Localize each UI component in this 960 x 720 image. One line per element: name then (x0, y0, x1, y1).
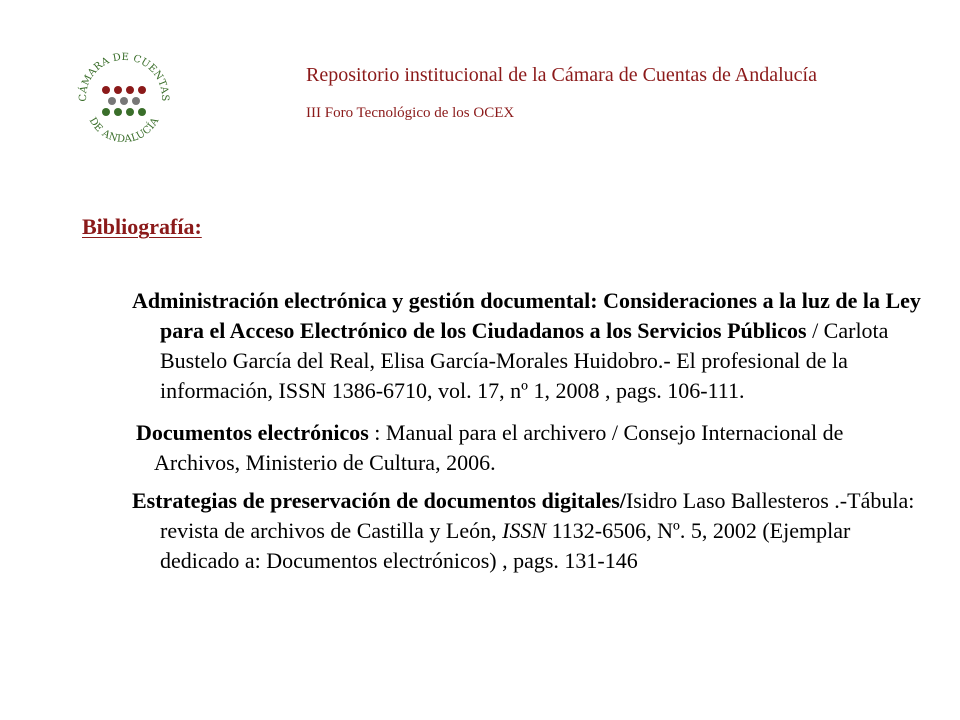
entry-details: Isidro Laso Ballesteros .-Tábula: revista de archivos de Castilla y León, (160, 488, 915, 543)
forum-subtitle: III Foro Tecnológico de los OCEX (306, 105, 515, 121)
seal-figures (102, 86, 146, 116)
repository-title: Repositorio institucional de la Cámara de Cuentas de Andalucía (306, 64, 817, 86)
entry-details: / Carlota Bustelo García del Real, Elisa García-Morales Huidobro.- El profesional de la información, ISSN 1386-6710, vol. 17, nº 1, 2008 , pags. 106-111. (160, 318, 889, 403)
bibliography-heading: Bibliografía: (82, 214, 202, 239)
entry-title: Documentos electrónicos (136, 420, 369, 445)
entry-details-cont: 1132-6506, Nº. 5, 2002 (Ejemplar dedicado a: Documentos electrónicos) , pags. 131-146 (160, 518, 851, 573)
bibliography-entry (132, 286, 922, 406)
entry-details: : Manual para el archivero / Consejo Internacional de Archivos, Ministerio de Cultura, 2006. (154, 420, 844, 475)
camara-de-cuentas-seal-icon (74, 46, 174, 144)
seal-top-text: CÁMARA DE CUENTAS (77, 51, 171, 102)
entry-issn-label: ISSN (502, 518, 547, 543)
seal-bottom-text: DE ANDALUCÍA (86, 115, 162, 144)
bibliography-list (132, 286, 922, 588)
bibliography-entry (132, 418, 922, 478)
entry-title: Estrategias de preservación de documentos digitales/ (132, 488, 626, 513)
bibliography-entry (132, 486, 922, 576)
entry-title: Administración electrónica y gestión documental: Consideraciones a la luz de la Ley para el Acceso Electrónico de los Ciudadanos a los Servicios Públicos (132, 288, 921, 343)
